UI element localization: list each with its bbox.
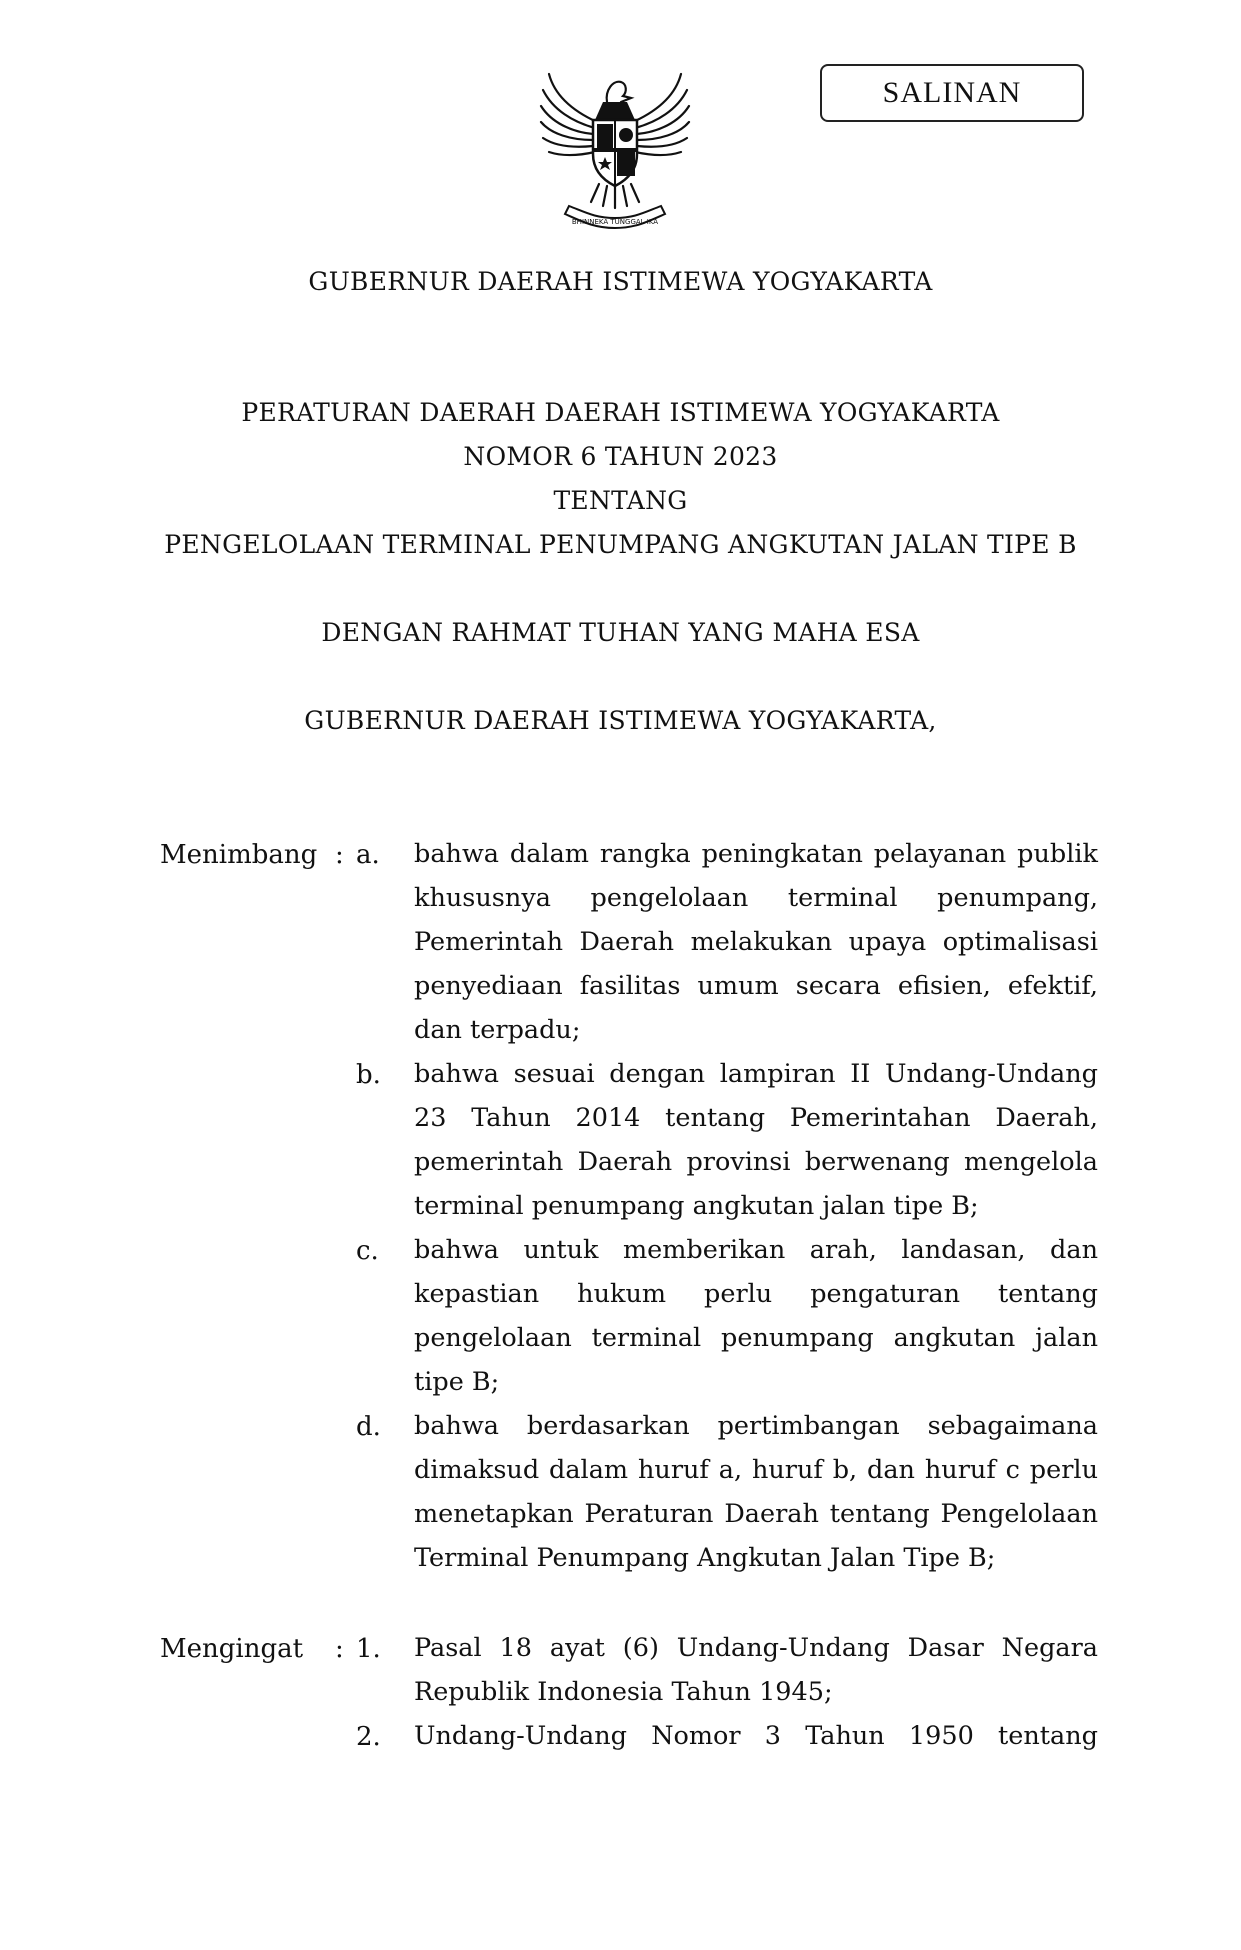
issuer-heading: GUBERNUR DAERAH ISTIMEWA YOGYAKARTA: [308, 267, 933, 296]
governor-heading: GUBERNUR DAERAH ISTIMEWA YOGYAKARTA,: [304, 706, 937, 735]
mengingat-item-1: Pasal 18 ayat (6) Undang-Undang Dasar Negara Republik Indonesia Tahun 1945;: [414, 1633, 1098, 1707]
menimbang-marker-b: b.: [356, 1060, 381, 1090]
menimbang-colon: :: [335, 840, 344, 870]
garuda-emblem-icon: [535, 62, 695, 232]
invocation: DENGAN RAHMAT TUHAN YANG MAHA ESA: [321, 618, 920, 647]
menimbang-marker-d: d.: [356, 1412, 381, 1442]
menimbang-item-a: bahwa dalam rangka peningkatan pelayanan publik khususnya pengelolaan terminal penumpang, Pemerintah Daerah melakukan upaya optimalisasi penyediaan fasilitas umum secara efisien, efektif, dan terpadu;: [414, 839, 1098, 1045]
mengingat-marker-1: 1.: [356, 1634, 381, 1664]
menimbang-item-b: bahwa sesuai dengan lampiran II Undang-Undang 23 Tahun 2014 tentang Pemerintahan Daerah, pemerintah Daerah provinsi berwenang mengelola terminal penumpang angkutan jalan tipe B;: [414, 1059, 1098, 1221]
regulation-title: PERATURAN DAERAH DAERAH ISTIMEWA YOGYAKARTA: [241, 398, 1000, 427]
svg-text:BHINNEKA TUNGGAL IKA: BHINNEKA TUNGGAL IKA: [571, 218, 659, 226]
menimbang-marker-a: a.: [356, 840, 380, 870]
salinan-stamp: SALINAN: [820, 64, 1084, 122]
mengingat-colon: :: [335, 1634, 344, 1664]
regulation-subject: PENGELOLAAN TERMINAL PENUMPANG ANGKUTAN JALAN TIPE B: [164, 530, 1077, 559]
regulation-number: NOMOR 6 TAHUN 2023: [463, 442, 778, 471]
menimbang-marker-c: c.: [356, 1236, 379, 1266]
mengingat-marker-2: 2.: [356, 1722, 381, 1752]
mengingat-item-2: Undang-Undang Nomor 3 Tahun 1950 tentang: [414, 1721, 1098, 1751]
menimbang-label: Menimbang: [160, 840, 318, 870]
about-label: TENTANG: [553, 486, 688, 515]
mengingat-label: Mengingat: [160, 1634, 304, 1664]
menimbang-item-c: bahwa untuk memberikan arah, landasan, dan kepastian hukum perlu pengaturan tentang pengelolaan terminal penumpang angkutan jalan tipe B;: [414, 1235, 1098, 1397]
menimbang-item-d: bahwa berdasarkan pertimbangan sebagaimana dimaksud dalam huruf a, huruf b, dan huruf c perlu menetapkan Peraturan Daerah tentang Pengelolaan Terminal Penumpang Angkutan Jalan Tipe B;: [414, 1411, 1098, 1573]
